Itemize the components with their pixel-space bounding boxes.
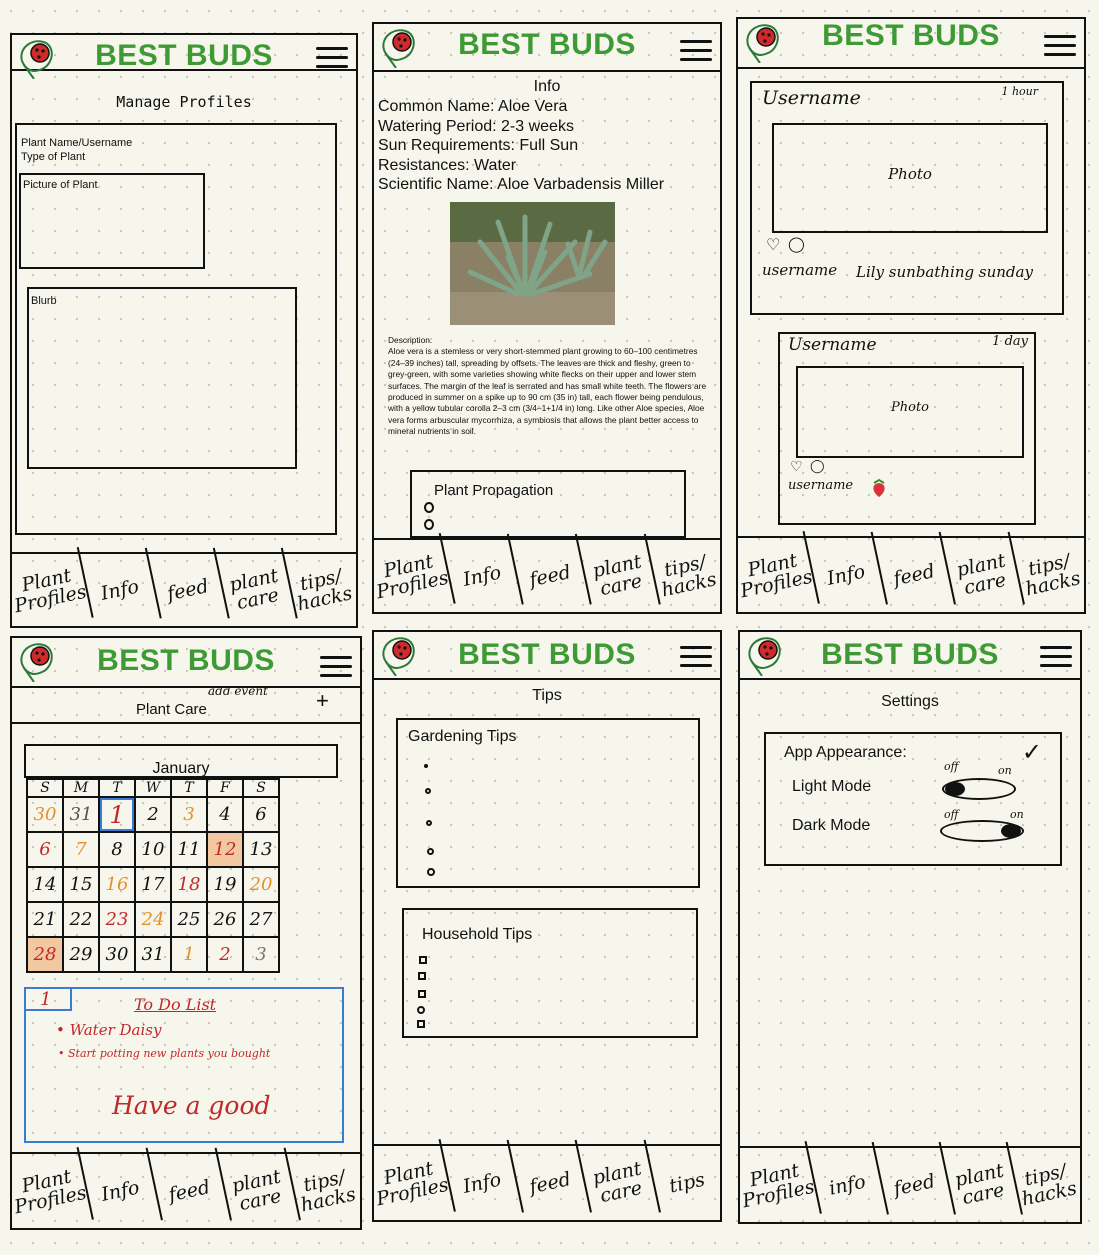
calendar-month: January bbox=[152, 760, 210, 777]
calendar-day[interactable]: 4 bbox=[207, 797, 243, 832]
nav-plant-profiles[interactable]: Plant Profiles bbox=[5, 547, 93, 633]
tips-screen bbox=[372, 630, 722, 1222]
calendar-day[interactable]: 31 bbox=[135, 937, 171, 972]
nav-feed[interactable]: feed bbox=[148, 548, 229, 633]
app-title: BEST BUDS bbox=[821, 638, 999, 671]
todo-item[interactable]: • Water Daisy bbox=[56, 1021, 162, 1039]
todo-item-text: Start potting new plants you bought bbox=[68, 1047, 271, 1060]
bullet-icon bbox=[419, 956, 427, 964]
divider bbox=[12, 722, 360, 724]
bullet-icon bbox=[426, 820, 432, 826]
page-title: Plant Care bbox=[136, 701, 207, 718]
weekday-label: S bbox=[243, 779, 279, 797]
description-text: Aloe vera is a stemless or very short-stemmed plant growing to 60–100 centimetres (24–39 inches) tall, spreading by offsets. The leaves are thick and fleshy, green to grey-green, with some varieties showing white flecks on their upper and lower stem surfaces. The margin of the leaf is serrated and has small white teeth. The flowers are produced in summer on a spike up to 90 cm (35 in) tall, each flower being pendulous, with a yellow tubular corolla 2–3 cm (3/4–1+1/4 in) long. Like other Aloe species, Aloe vera forms arbuscular mycorrhiza, a symbiosis that allows the plant better access to mineral nutrients in soil. bbox=[388, 346, 707, 437]
bottom-nav bbox=[740, 1146, 1080, 1222]
bullet-icon bbox=[417, 1020, 425, 1028]
page-title: Tips bbox=[532, 687, 562, 704]
strawberry-icon bbox=[870, 478, 888, 498]
plant-picture-upload[interactable] bbox=[19, 173, 205, 269]
app-header bbox=[374, 24, 720, 72]
nav-plant-profiles[interactable]: Plant Profiles bbox=[733, 1141, 822, 1229]
todo-item[interactable]: • Start potting new plants you bought bbox=[58, 1047, 271, 1060]
gardening-tips-card[interactable] bbox=[396, 718, 700, 888]
caption-username[interactable]: username bbox=[788, 478, 854, 493]
bullet-icon bbox=[418, 972, 426, 980]
bottom-nav bbox=[374, 538, 720, 612]
nav-info[interactable]: info bbox=[808, 1142, 889, 1228]
checkmark-icon: ✓ bbox=[1021, 739, 1042, 766]
bullet-icon bbox=[424, 764, 428, 768]
nav-info[interactable]: Info bbox=[80, 548, 161, 633]
bottom-nav bbox=[738, 536, 1084, 612]
nav-tips-hacks[interactable]: tips/ hacks bbox=[1020, 1160, 1079, 1211]
toggle-off-label: off bbox=[944, 760, 959, 773]
hamburger-menu-icon[interactable] bbox=[320, 656, 352, 678]
photo-label: Photo bbox=[891, 400, 929, 415]
nav-plant-care[interactable]: plant care bbox=[579, 1140, 661, 1227]
hamburger-menu-icon[interactable] bbox=[680, 646, 712, 668]
nav-tips-hacks[interactable]: tips/ hacks bbox=[299, 1166, 358, 1217]
calendar-day[interactable]: 26 bbox=[207, 902, 243, 937]
fact-watering: Watering Period: 2-3 weeks bbox=[378, 117, 574, 135]
comment-icon[interactable]: ◯ bbox=[788, 236, 805, 253]
calendar-day[interactable]: 25 bbox=[171, 902, 207, 937]
nav-plant-profiles[interactable]: Plant Profiles bbox=[731, 531, 820, 619]
nav-plant-profiles[interactable]: Plant Profiles bbox=[367, 533, 455, 619]
calendar-day[interactable]: 28 bbox=[27, 937, 63, 972]
calendar-grid bbox=[26, 778, 280, 973]
calendar-day[interactable]: 24 bbox=[135, 902, 171, 937]
caption-username[interactable]: username bbox=[762, 261, 838, 279]
photo-label: Photo bbox=[888, 165, 932, 183]
info-screen bbox=[372, 22, 722, 614]
add-event-label: add event bbox=[208, 684, 268, 698]
appearance-label: App Appearance: bbox=[784, 744, 907, 761]
calendar-day[interactable]: 12 bbox=[207, 832, 243, 867]
post-photo[interactable] bbox=[796, 366, 1024, 458]
fact-resistances: Resistances: Water bbox=[378, 156, 517, 174]
toggle-off-label: off bbox=[944, 808, 959, 821]
nav-plant-care[interactable]: plant care bbox=[216, 548, 297, 633]
divider bbox=[70, 989, 72, 1009]
calendar-day[interactable]: 29 bbox=[63, 937, 99, 972]
page-title: Info bbox=[533, 78, 561, 95]
blurb-label: Blurb bbox=[31, 295, 57, 307]
toggle-on-label: on bbox=[1010, 808, 1024, 821]
picture-label: Picture of Plant bbox=[23, 179, 98, 191]
nav-tips-hacks[interactable]: tips/ hacks bbox=[295, 565, 355, 616]
weekday-label: M bbox=[63, 779, 99, 797]
nav-feed[interactable]: feed bbox=[511, 534, 593, 619]
calendar-day[interactable]: 14 bbox=[27, 867, 63, 902]
todo-note: Have a good bbox=[112, 1091, 271, 1120]
todo-item-text: Water Daisy bbox=[69, 1021, 162, 1039]
dark-mode-toggle[interactable] bbox=[940, 820, 1024, 842]
app-header bbox=[12, 35, 356, 71]
plant-type-field[interactable]: Type of Plant bbox=[21, 151, 86, 163]
info-facts bbox=[378, 97, 664, 195]
todo-card[interactable] bbox=[24, 987, 344, 1143]
calendar-day-selected[interactable]: 1 bbox=[99, 797, 135, 832]
propagation-title: Plant Propagation bbox=[434, 482, 554, 499]
nav-plant-profiles[interactable]: Plant Profiles bbox=[367, 1139, 456, 1227]
weekday-label: W bbox=[135, 779, 171, 797]
appearance-card bbox=[764, 732, 1062, 866]
profiles-screen bbox=[10, 33, 358, 628]
nav-info[interactable]: Info bbox=[80, 1148, 163, 1235]
like-icon[interactable]: ♡ bbox=[766, 237, 781, 254]
calendar-day[interactable]: 3 bbox=[243, 937, 279, 972]
bottom-nav bbox=[12, 1152, 360, 1228]
post-time: 1 hour bbox=[1001, 85, 1038, 98]
blurb-field[interactable] bbox=[27, 287, 297, 469]
plant-name-field[interactable]: Plant Name/Username bbox=[21, 137, 133, 149]
app-header bbox=[374, 632, 720, 680]
settings-screen bbox=[738, 630, 1082, 1224]
post-username[interactable]: Username bbox=[762, 87, 861, 109]
calendar-day[interactable]: 17 bbox=[135, 867, 171, 902]
calendar-day[interactable]: 13 bbox=[243, 832, 279, 867]
propagation-card[interactable] bbox=[410, 470, 686, 538]
nav-feed[interactable]: feed bbox=[149, 1148, 232, 1235]
weekday-label: S bbox=[27, 779, 63, 797]
toggle-knob bbox=[945, 782, 965, 796]
calendar-day[interactable]: 8 bbox=[99, 832, 135, 867]
nav-feed[interactable]: feed bbox=[875, 1142, 956, 1228]
calendar-day[interactable]: 3 bbox=[171, 797, 207, 832]
calendar-day[interactable]: 19 bbox=[207, 867, 243, 902]
nav-tips[interactable]: tips bbox=[667, 1168, 707, 1197]
nav-info[interactable]: Info bbox=[442, 534, 524, 619]
feed-post[interactable] bbox=[778, 332, 1036, 525]
comment-icon[interactable]: ◯ bbox=[810, 458, 825, 473]
fact-common-name: Common Name: Aloe Vera bbox=[378, 98, 568, 115]
description-label: Description: bbox=[388, 335, 433, 345]
nav-tips-hacks[interactable]: tips/ hacks bbox=[1023, 550, 1083, 601]
calendar-day[interactable]: 7 bbox=[63, 832, 99, 867]
calendar-day[interactable]: 21 bbox=[27, 902, 63, 937]
bottom-nav bbox=[12, 552, 356, 626]
nav-plant-care[interactable]: plant care bbox=[218, 1148, 301, 1235]
hamburger-menu-icon[interactable] bbox=[680, 40, 712, 62]
post-caption: Lily sunbathing sunday bbox=[856, 263, 1033, 281]
page-title: Manage Profiles bbox=[116, 93, 252, 111]
calendar-day[interactable]: 6 bbox=[243, 797, 279, 832]
add-event-button[interactable]: + bbox=[316, 688, 329, 713]
calendar-day[interactable]: 15 bbox=[63, 867, 99, 902]
hamburger-menu-icon[interactable] bbox=[316, 47, 348, 69]
weekday-label: T bbox=[99, 779, 135, 797]
nav-info[interactable]: Info bbox=[806, 532, 888, 619]
bullet-icon bbox=[418, 990, 426, 998]
bullet-icon bbox=[417, 1006, 425, 1014]
calendar-day[interactable]: 30 bbox=[99, 937, 135, 972]
bullet-icon bbox=[425, 788, 431, 794]
calendar-day[interactable]: 22 bbox=[63, 902, 99, 937]
divider bbox=[26, 1009, 72, 1011]
nav-feed[interactable]: feed bbox=[510, 1140, 592, 1227]
app-header bbox=[738, 19, 1084, 69]
light-mode-toggle[interactable] bbox=[942, 778, 1016, 800]
household-tips-title: Household Tips bbox=[422, 926, 533, 943]
weekday-label: F bbox=[207, 779, 243, 797]
calendar-day[interactable]: 16 bbox=[99, 867, 135, 902]
calendar-day[interactable]: 1 bbox=[171, 937, 207, 972]
feed-post[interactable] bbox=[750, 81, 1064, 315]
like-icon[interactable]: ♡ bbox=[790, 458, 803, 474]
bullet-icon bbox=[427, 848, 434, 855]
app-header bbox=[740, 632, 1080, 680]
aloe-vera-photo bbox=[450, 202, 615, 325]
feed-screen bbox=[736, 17, 1086, 614]
nav-plant-profiles[interactable]: Plant Profiles bbox=[5, 1147, 94, 1235]
calendar-day[interactable]: 6 bbox=[27, 832, 63, 867]
post-username[interactable]: Username bbox=[788, 335, 877, 355]
bullet-icon bbox=[424, 502, 434, 513]
app-title: BEST BUDS bbox=[95, 39, 273, 72]
toggle-knob bbox=[1001, 824, 1021, 838]
nav-feed[interactable]: feed bbox=[874, 532, 956, 619]
fact-sun: Sun Requirements: Full Sun bbox=[378, 137, 579, 154]
bottom-nav bbox=[374, 1144, 720, 1220]
weekday-label: T bbox=[171, 779, 207, 797]
calendar-day[interactable]: 30 bbox=[27, 797, 63, 832]
hamburger-menu-icon[interactable] bbox=[1044, 35, 1076, 57]
calendar-month-header[interactable] bbox=[24, 744, 338, 778]
nav-info[interactable]: Info bbox=[442, 1140, 524, 1227]
todo-title: To Do List bbox=[134, 995, 217, 1014]
app-title: BEST BUDS bbox=[458, 28, 636, 61]
toggle-on-label: on bbox=[998, 764, 1012, 777]
fact-scientific-name: Scientific Name: Aloe Varbadensis Miller bbox=[378, 176, 665, 193]
calendar-day[interactable]: 23 bbox=[99, 902, 135, 937]
bullet-icon bbox=[424, 519, 434, 530]
calendar-day[interactable]: 27 bbox=[243, 902, 279, 937]
post-photo[interactable] bbox=[772, 123, 1048, 233]
household-tips-card[interactable] bbox=[402, 908, 698, 1038]
calendar-day[interactable]: 10 bbox=[135, 832, 171, 867]
calendar-day[interactable]: 2 bbox=[135, 797, 171, 832]
dark-mode-label: Dark Mode bbox=[792, 817, 871, 834]
nav-plant-care[interactable]: plant care bbox=[579, 534, 661, 619]
profile-card bbox=[15, 123, 337, 535]
nav-tips-hacks[interactable]: tips/ hacks bbox=[659, 551, 719, 602]
app-title: BEST BUDS bbox=[97, 644, 275, 677]
calendar-day[interactable]: 2 bbox=[207, 937, 243, 972]
plant-care-screen bbox=[10, 636, 362, 1230]
nav-plant-care[interactable]: plant care bbox=[942, 1142, 1023, 1228]
calendar-day[interactable]: 20 bbox=[243, 867, 279, 902]
app-title: BEST BUDS bbox=[822, 19, 1000, 52]
app-title: BEST BUDS bbox=[458, 638, 636, 671]
bullet-icon bbox=[427, 868, 435, 876]
app-header bbox=[12, 638, 360, 688]
todo-day: 1 bbox=[40, 989, 52, 1010]
calendar-day[interactable]: 31 bbox=[63, 797, 99, 832]
gardening-tips-title: Gardening Tips bbox=[408, 728, 517, 745]
nav-plant-care[interactable]: plant care bbox=[943, 532, 1025, 619]
calendar-day[interactable]: 11 bbox=[171, 832, 207, 867]
page-title: Settings bbox=[881, 693, 939, 710]
light-mode-label: Light Mode bbox=[792, 778, 872, 795]
hamburger-menu-icon[interactable] bbox=[1040, 646, 1072, 668]
post-time: 1 day bbox=[992, 334, 1028, 349]
description bbox=[388, 335, 708, 438]
calendar-day[interactable]: 18 bbox=[171, 867, 207, 902]
